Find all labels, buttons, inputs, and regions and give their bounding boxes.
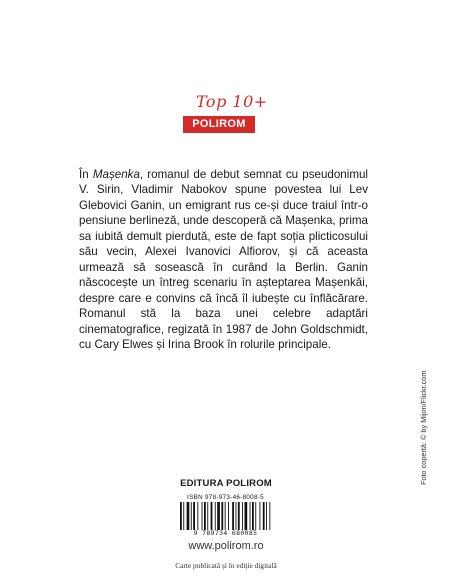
blurb-body: , romanul de debut semnat cu pseudonimul V. Sirin, Vladimir Nabokov spune povestea lui Lev Glebovici Ganin, un emigrant rus ce-și duce traiul într-o pensiune berlineză, unde descoperă că Mașenka, prima sa iubită demult pierdută, este de fapt soția plicticosului său vecin, Alexei Ivanovici Alfiorov, și că aceasta urmează să sosească în curând la Berlin. Ganin născocește un întreg scenariu în așteptarea Mașenkăi, despre care e convins că încă îl iubește cu înflăcărare. Romanul stă la baza unei celebre adaptări cinematografice, regizată în 1987 de John Goldschmidt, cu Cary Elwes și Irina Brook în rolurile principale.: [79, 167, 368, 352]
barcode-image: [179, 502, 272, 530]
barcode-block: [175, 494, 276, 538]
blurb-book-title: Mașenka: [92, 167, 140, 181]
publisher-badge: POLIROM: [183, 116, 255, 133]
isbn-label: ISBN 978-973-46-8008-5: [187, 494, 264, 501]
publisher-imprint: EDITURA POLIROM: [180, 478, 272, 489]
series-title: Top 10+: [196, 92, 268, 111]
photo-credit: Foto copertă: © by Mijori/Flickr.com: [419, 370, 428, 485]
blurb-lead: În: [79, 167, 93, 181]
digital-edition-note: Carte publicată și în ediție digitală: [175, 561, 277, 570]
website-link[interactable]: www.polirom.ro: [188, 540, 264, 552]
barcode-digits: 9 789734 680085: [193, 529, 258, 537]
blurb-text: [79, 167, 368, 353]
